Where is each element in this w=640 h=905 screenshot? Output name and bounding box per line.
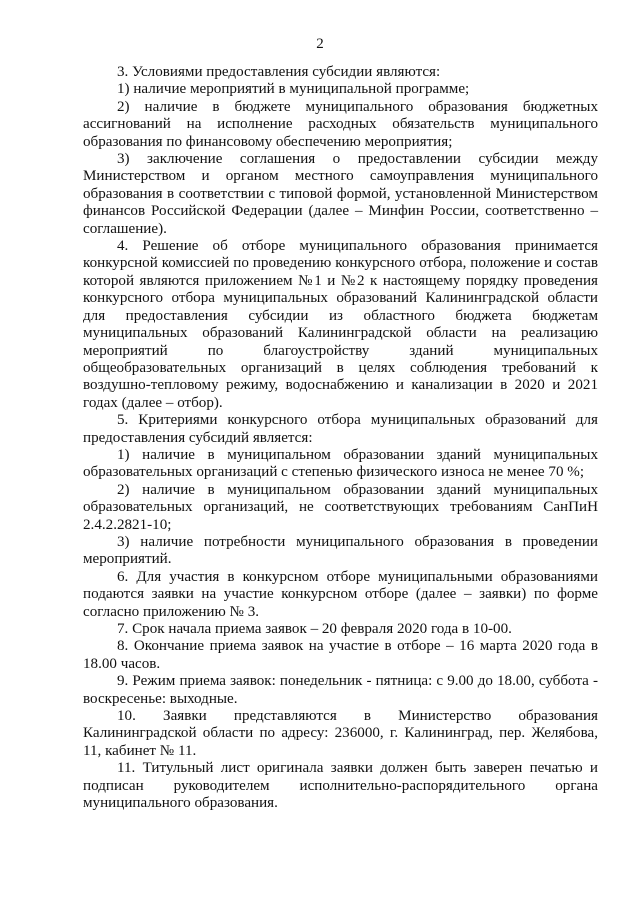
page-number: 2 [316,36,324,52]
paragraph-10-address: 10. Заявки представляются в Министерство образования Калининградской области по адресу: 236000, г. Калининград, пер. Желябова, 11, кабинет № 11. [83,708,598,759]
paragraph-3-item-3: 3) заключение соглашения о предоставлении субсидии между Министерством и органом местного самоуправления муниципального образования в соответствии с типовой формой, установленной Министерством финансов Российской Федерации (далее – Минфин России, соответственно – соглашение). [83,151,598,237]
paragraph-9-schedule: 9. Режим приема заявок: понедельник - пятница: с 9.00 до 18.00, суббота - воскресенье: выходные. [83,673,598,707]
paragraph-4-selection-decision: 4. Решение об отборе муниципального образования принимается конкурсной комиссией по проведению конкурсного отбора, положение и состав которой являются приложением №1 и №2 к настоящему порядку проведения конкурсного отбора муниципальных образований Калининградской области для предоставления субсидии из областного бюджета бюджетам муниципальных образований Калининградской области на реализацию мероприятий по благоустройству зданий муниципальных общеобразовательных организаций в целях соблюдения требований к воздушно-тепловому режиму, водоснабжению и канализации в 2020 и 2021 годах (далее – отбор). [83,238,598,411]
paragraph-5-criteria: 5. Критериями конкурсного отбора муниципальных образований для предоставления субсидий является: [83,412,598,446]
paragraph-8-end-date: 8. Окончание приема заявок на участие в отборе – 16 марта 2020 года в 18.00 часов. [83,638,598,672]
paragraph-3-item-2: 2) наличие в бюджете муниципального образования бюджетных ассигнований на исполнение расходных обязательств муниципального образования по финансовому обеспечению мероприятия; [83,98,598,150]
paragraph-3-conditions: 3. Условиями предоставления субсидии являются: [117,64,441,80]
paragraph-7-start-date: 7. Срок начала приема заявок – 20 февраля 2020 года в 10-00. [117,621,512,637]
paragraph-5-item-2: 2) наличие в муниципальном образовании зданий муниципальных образовательных организаций, не соответствующих требованиям СанПиН 2.4.2.2821-10; [83,481,598,533]
paragraph-5-item-3: 3) наличие потребности муниципального образования в проведении мероприятий. [83,533,598,568]
paragraph-11-title-page: 11. Титульный лист оригинала заявки должен быть заверен печатью и подписан руководителем исполнительно-распорядительного органа муниципального образования. [83,760,598,812]
paragraph-3-item-1: 1) наличие мероприятий в муниципальной программе; [117,81,470,98]
paragraph-6-applications: 6. Для участия в конкурсном отборе муниципальными образованиями подаются заявки на участие конкурсном отборе (далее – заявки) по форме согласно приложению № 3. [83,568,598,620]
paragraph-5-item-1: 1) наличие в муниципальном образовании зданий муниципальных образовательных организаций с степенью физического износа не менее 70 %; [83,446,598,481]
document-body [83,64,598,812]
